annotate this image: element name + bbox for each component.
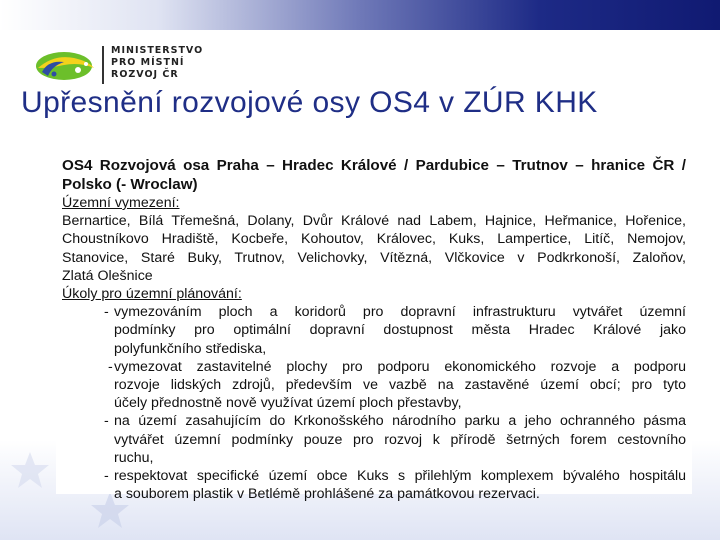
task-line: na území zasahujícím do Krkonošského národního parku a jeho ochranného pásma bbox=[114, 413, 686, 430]
document-excerpt bbox=[56, 154, 692, 503]
top-gradient-bar bbox=[0, 0, 720, 30]
task-item bbox=[62, 467, 686, 503]
task-dash: - bbox=[104, 413, 109, 430]
task-line: účely přednostně nově využívat území ploch přestavby, bbox=[114, 395, 462, 412]
axis-heading-line: OS4 Rozvojová osa Praha – Hradec Králové / Pardubice – Trutnov – hranice ČR / bbox=[62, 157, 686, 174]
task-line: vymezováním ploch a koridorů pro dopravní infrastrukturu vytvářet územní bbox=[114, 304, 686, 321]
ministry-emblem-icon bbox=[34, 48, 98, 82]
task-item bbox=[62, 303, 686, 358]
ministry-name-line-3: ROZVOJ ČR bbox=[111, 69, 179, 80]
axis-heading bbox=[62, 156, 686, 194]
tasks-label: Úkoly pro územní plánování: bbox=[62, 286, 242, 303]
task-line: vytvářet územní podmínky pouze pro rozvoj k přírodě šetrných forem cestovního bbox=[114, 431, 686, 448]
task-dash: - bbox=[108, 358, 113, 375]
slide-title: Upřesnění rozvojové osy OS4 v ZÚR KHK bbox=[21, 86, 598, 119]
axis-heading-line: Polsko (- Wroclaw) bbox=[62, 176, 198, 193]
task-dash: - bbox=[104, 304, 109, 321]
task-line: podmínky pro optimální dopravní dostupnost města Hradec Králové jako bbox=[114, 322, 686, 339]
task-line: vymezovat zastavitelné plochy pro podporu ekonomického rozvoje a podporu bbox=[114, 358, 686, 375]
municipalities-line: Bernartice, Bílá Třemešná, Dolany, Dvůr Králové nad Labem, Hajnice, Heřmanice, Hořenice, bbox=[62, 213, 686, 230]
star-icon bbox=[10, 450, 50, 490]
ministry-name-line-2: PRO MÍSTNÍ bbox=[111, 57, 185, 68]
ministry-name bbox=[111, 45, 203, 81]
ministry-name-line-1: MINISTERSTVO bbox=[111, 45, 204, 56]
task-line: polyfunkčního střediska, bbox=[114, 340, 267, 357]
task-item bbox=[62, 358, 686, 413]
task-item bbox=[62, 412, 686, 467]
task-line: ruchu, bbox=[114, 449, 154, 466]
task-dash: - bbox=[104, 468, 109, 485]
task-line: a souborem plastik v Betlémě prohlášené za památkovou rezervaci. bbox=[114, 486, 540, 503]
municipalities-line: Stanovice, Staré Buky, Trutnov, Velichovky, Vítězná, Vlčkovice v Podkrkonoší, Zaloňov, bbox=[62, 249, 686, 266]
territorial-label: Územní vymezení: bbox=[62, 195, 180, 211]
ministry-logo bbox=[34, 44, 204, 86]
municipalities-line: Zlatá Olešnice bbox=[62, 267, 153, 284]
task-line: respektovat specifické území obce Kuks s přilehlým komplexem bývalého hospitálu bbox=[114, 468, 686, 485]
territorial-municipalities bbox=[62, 212, 686, 285]
task-line: rozvoje lidských zdrojů, především ve vazbě na zastavěné území obcí; pro tyto bbox=[114, 377, 686, 394]
logo-divider bbox=[102, 46, 104, 84]
municipalities-line: Choustníkovo Hradiště, Kocbeře, Kohoutov, Královec, Kuks, Lampertice, Litíč, Nemojov, bbox=[62, 231, 686, 248]
